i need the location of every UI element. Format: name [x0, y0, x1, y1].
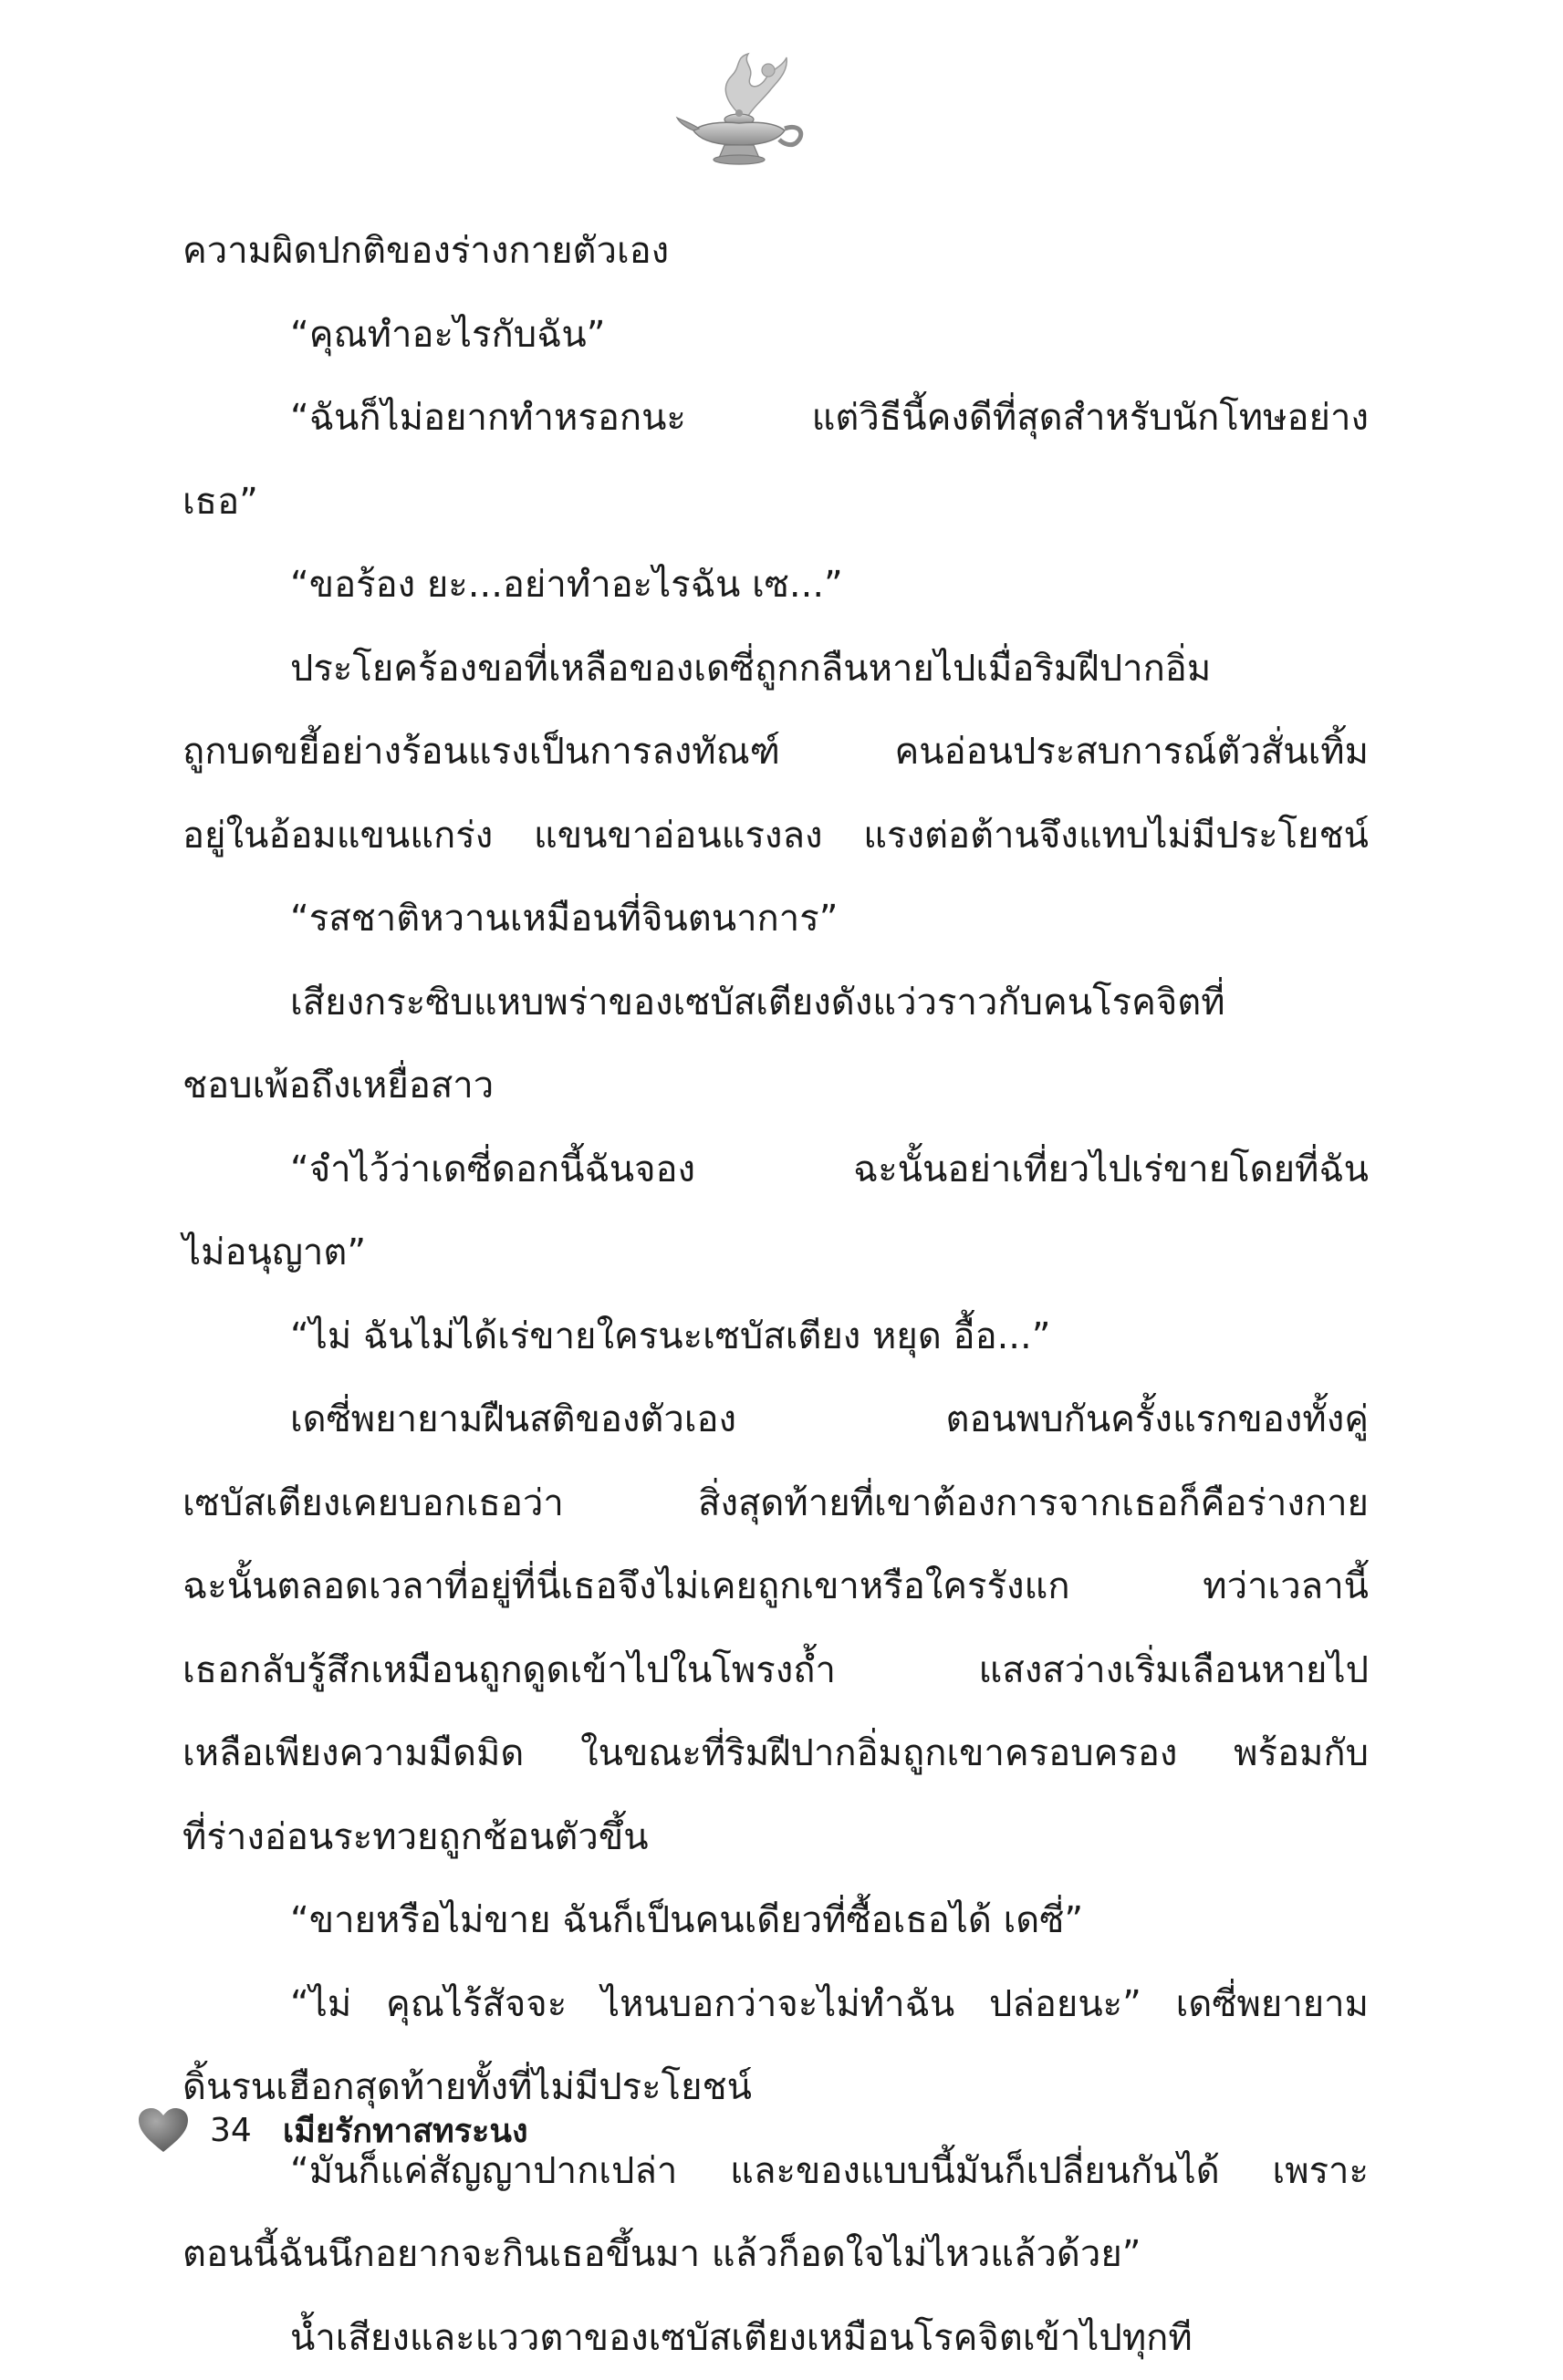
page-footer — [137, 2098, 528, 2162]
text-line: “มันก็แค่สัญญาปากเปล่า และของแบบนี้มันก็เปลี่ยนกันได้ เพราะ — [182, 2130, 1369, 2214]
body-text — [182, 210, 1369, 2380]
text-line: ชอบเพ้อถึงเหยื่อสาว — [182, 1044, 1369, 1128]
text-line: “ขายหรือไม่ขาย ฉันก็เป็นคนเดียวที่ซื้อเธอได้ เดซี่” — [182, 1879, 1369, 1963]
text-line: “ขอร้อง ยะ...อย่าทำอะไรฉัน เซ...” — [182, 544, 1369, 628]
page-number: 34 — [210, 2112, 252, 2149]
text-line: อยู่ในอ้อมแขนแกร่ง แขนขาอ่อนแรงลง แรงต่อต้านจึงแทบไม่มีประโยชน์ — [182, 795, 1369, 878]
book-title: เมียรักทาสทระนง — [283, 2105, 528, 2157]
text-line: ประโยคร้องขอที่เหลือของเดซี่ถูกกลืนหายไปเมื่อริมฝีปากอิ่ม — [182, 628, 1369, 712]
text-line: ไม่อนุญาต” — [182, 1211, 1369, 1295]
text-line: ฉะนั้นตลอดเวลาที่อยู่ที่นี่เธอจึงไม่เคยถูกเขาหรือใครรังแก ทว่าเวลานี้ — [182, 1545, 1369, 1629]
text-line: เสียงกระซิบแหบพร่าของเซบัสเตียงดังแว่วราวกับคนโรคจิตที่ — [182, 961, 1369, 1045]
text-line: “คุณทำอะไรกับฉัน” — [182, 294, 1369, 378]
text-line: “ไม่ ฉันไม่ได้เร่ขายใครนะเซบัสเตียง หยุด อื้อ...” — [182, 1295, 1369, 1379]
text-line: ความผิดปกติของร่างกายตัวเอง — [182, 210, 1369, 294]
text-line: เดซี่พยายามฝืนสติของตัวเอง ตอนพบกันครั้งแรกของทั้งคู่ — [182, 1378, 1369, 1462]
text-line: ตอนนี้ฉันนึกอยากจะกินเธอขึ้นมา แล้วก็อดใจไม่ไหวแล้วด้วย” — [182, 2213, 1369, 2297]
text-line: น้ำเสียงและแววตาของเซบัสเตียงเหมือนโรคจิตเข้าไปทุกที — [182, 2297, 1369, 2380]
text-line: “ไม่ คุณไร้สัจจะ ไหนบอกว่าจะไม่ทำฉัน ปล่อยนะ” เดซี่พยายาม — [182, 1963, 1369, 2047]
text-line: “จำไว้ว่าเดซี่ดอกนี้ฉันจอง ฉะนั้นอย่าเที่ยวไปเร่ขายโดยที่ฉัน — [182, 1128, 1369, 1212]
text-line: เธอกลับรู้สึกเหมือนถูกดูดเข้าไปในโพรงถ้ำ แสงสว่างเริ่มเลือนหายไป — [182, 1629, 1369, 1713]
text-line: ที่ร่างอ่อนระทวยถูกช้อนตัวขึ้น — [182, 1796, 1369, 1880]
text-line: เซบัสเตียงเคยบอกเธอว่า สิ่งสุดท้ายที่เขาต้องการจากเธอก็คือร่างกาย — [182, 1462, 1369, 1546]
text-line: ถูกบดขยี้อย่างร้อนแรงเป็นการลงทัณฑ์ คนอ่อนประสบการณ์ตัวสั่นเทิ้ม — [182, 711, 1369, 795]
text-line: “รสชาติหวานเหมือนที่จินตนาการ” — [182, 878, 1369, 961]
text-line: เหลือเพียงความมืดมิด ในขณะที่ริมฝีปากอิ่มถูกเขาครอบครอง พร้อมกับ — [182, 1712, 1369, 1796]
genie-lamp-icon — [675, 50, 812, 173]
text-line: “ฉันก็ไม่อยากทำหรอกนะ แต่วิธีนี้คงดีที่สุดสำหรับนักโทษอย่าง — [182, 377, 1369, 461]
heart-icon — [137, 2106, 190, 2154]
text-line: เธอ” — [182, 461, 1369, 545]
text-line: ดิ้นรนเฮือกสุดท้ายทั้งที่ไม่มีประโยชน์ — [182, 2046, 1369, 2130]
